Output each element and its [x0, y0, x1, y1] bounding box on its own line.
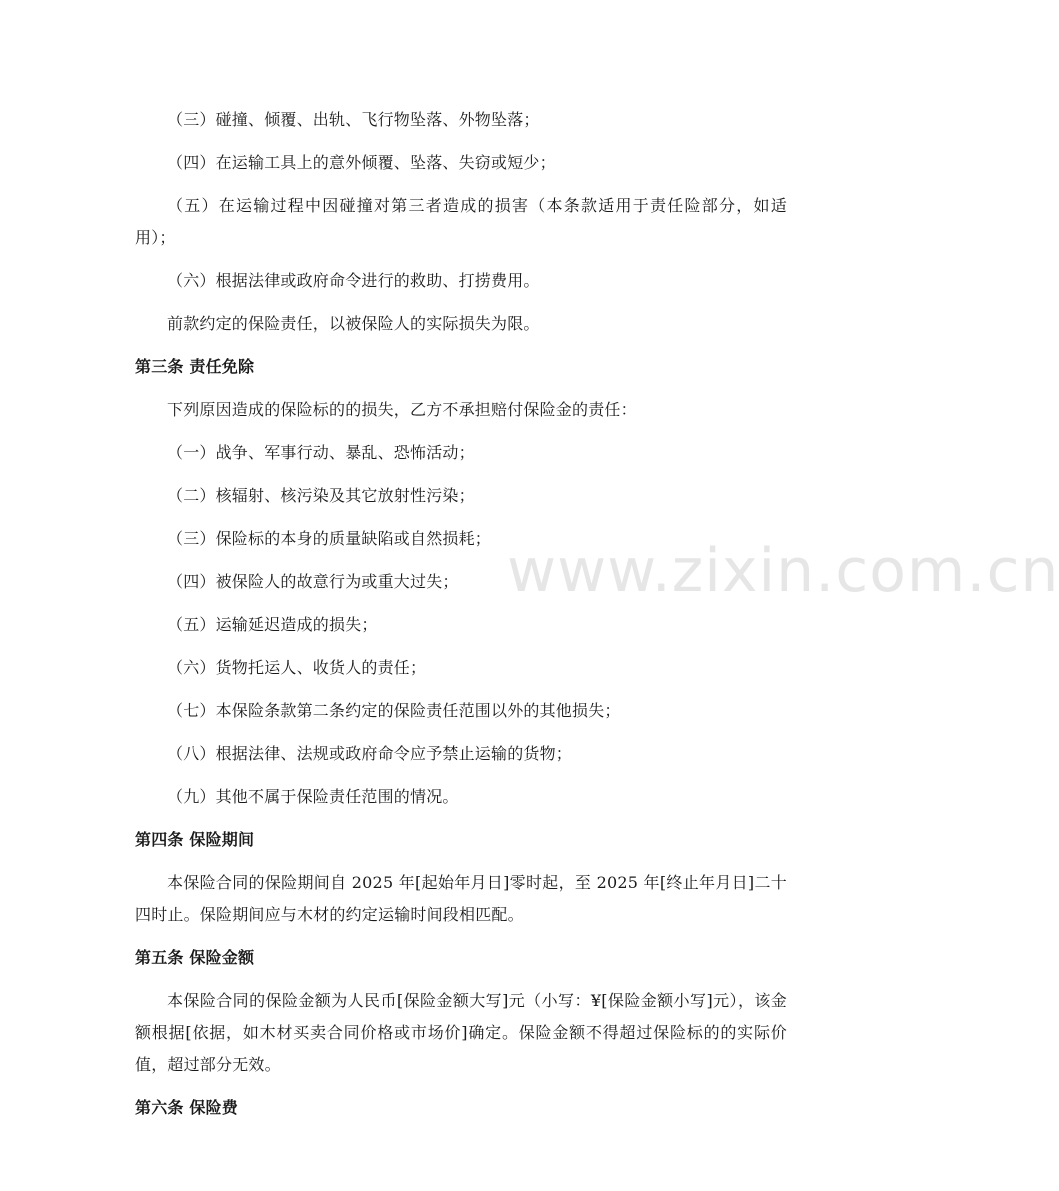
article-3-heading: 第三条 责任免除 [135, 357, 255, 376]
exclusion-item-4: （四）被保险人的故意行为或重大过失； [167, 572, 459, 591]
exclusion-item-7: （七）本保险条款第二条约定的保险责任范围以外的其他损失； [167, 701, 621, 720]
article-4-heading: 第四条 保险期间 [135, 830, 255, 849]
exclusion-item-9: （九）其他不属于保险责任范围的情况。 [167, 787, 459, 806]
clause-item-5-third-party-damage: （五）在运输过程中因碰撞对第三者造成的损害（本条款适用于责任险部分，如适用）； [135, 196, 787, 247]
liability-limit-paragraph: 前款约定的保险责任，以被保险人的实际损失为限。 [167, 314, 540, 333]
exclusions-intro: 下列原因造成的保险标的的损失，乙方不承担赔付保险金的责任： [167, 400, 637, 419]
site-watermark: www.zixin.com.cn [507, 536, 1059, 606]
exclusion-item-5: （五）运输延迟造成的损失； [167, 615, 378, 634]
document-body [135, 104, 787, 1135]
article-6-heading: 第六条 保险费 [135, 1098, 238, 1117]
clause-item-3-collision: （三）碰撞、倾覆、出轨、飞行物坠落、外物坠落； [167, 110, 540, 129]
exclusion-item-6: （六）货物托运人、收货人的责任； [167, 658, 427, 677]
clause-item-4-accident-on-vehicle: （四）在运输工具上的意外倾覆、坠落、失窃或短少； [167, 153, 556, 172]
exclusion-item-3: （三）保险标的本身的质量缺陷或自然损耗； [167, 529, 492, 548]
clause-item-6-rescue-costs: （六）根据法律或政府命令进行的救助、打捞费用。 [167, 271, 540, 290]
exclusion-item-8: （八）根据法律、法规或政府命令应予禁止运输的货物； [167, 744, 573, 763]
insurance-period-paragraph: 本保险合同的保险期间自 2025 年[起始年月日]零时起，至 2025 年[终止年月日]二十四时止。保险期间应与木材的约定运输时间段相匹配。 [135, 873, 787, 924]
exclusion-item-1: （一）战争、军事行动、暴乱、恐怖活动； [167, 443, 475, 462]
exclusion-item-2: （二）核辐射、核污染及其它放射性污染； [167, 486, 475, 505]
insured-amount-paragraph: 本保险合同的保险金额为人民币[保险金额大写]元（小写：¥[保险金额小写]元），该金额根据[依据，如木材买卖合同价格或市场价]确定。保险金额不得超过保险标的的实际价值，超过部分无效。 [135, 991, 787, 1074]
article-5-heading: 第五条 保险金额 [135, 948, 255, 967]
